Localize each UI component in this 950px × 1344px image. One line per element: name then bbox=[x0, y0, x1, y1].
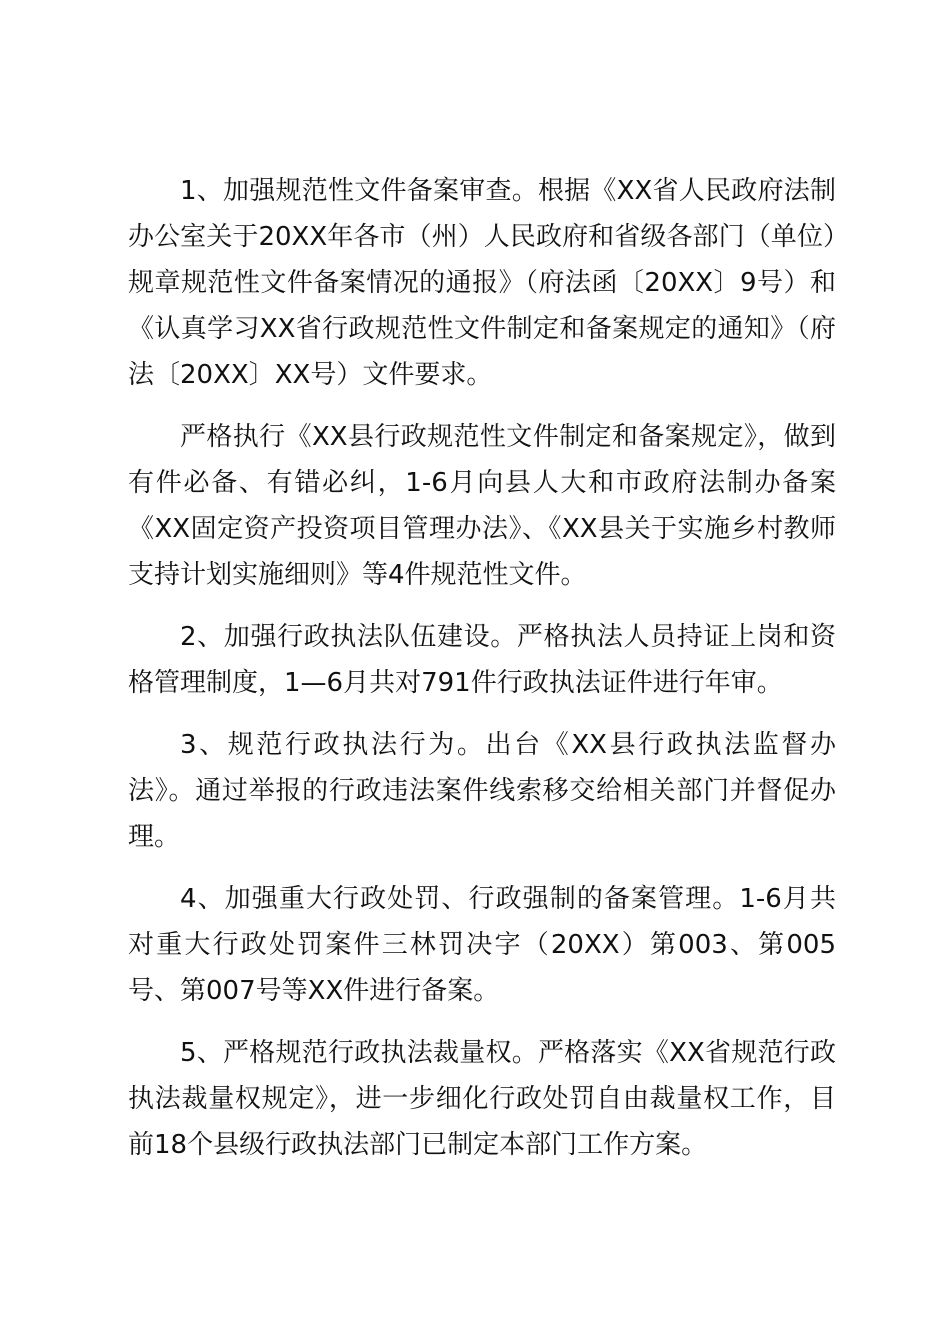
paragraph-1: 1、加强规范性文件备案审查。根据《XX省人民政府法制办公室关于20XX年各市（州）人民政府和省级各部门（单位）规章规范性文件备案情况的通报》（府法函〔20XX〕9号）和《认真学习XX省行政规范性文件制定和备案规定的通知》（府法〔20XX〕XX号）文件要求。 bbox=[128, 176, 836, 390]
paragraph-6: 5、严格规范行政执法裁量权。严格落实《XX省规范行政执法裁量权规定》，进一步细化行政处罚自由裁量权工作，目前18个县级行政执法部门已制定本部门工作方案。 bbox=[128, 1038, 836, 1160]
paragraph-5: 4、加强重大行政处罚、行政强制的备案管理。1-6月共对重大行政处罚案件三林罚决字（20XX）第003、第005号、第007号等XX件进行备案。 bbox=[128, 884, 836, 1006]
paragraph-4: 3、规范行政执法行为。出台《XX县行政执法监督办法》。通过举报的行政违法案件线索移交给相关部门并督促办理。 bbox=[128, 730, 836, 852]
paragraph-2: 严格执行《XX县行政规范性文件制定和备案规定》，做到有件必备、有错必纠，1-6月向县人大和市政府法制办备案《XX固定资产投资项目管理办法》、《XX县关于实施乡村教师支持计划实施细则》等4件规范性文件。 bbox=[128, 422, 836, 590]
paragraph-3: 2、加强行政执法队伍建设。严格执法人员持证上岗和资格管理制度，1—6月共对791件行政执法证件进行年审。 bbox=[128, 622, 836, 698]
document-page bbox=[128, 168, 836, 1184]
